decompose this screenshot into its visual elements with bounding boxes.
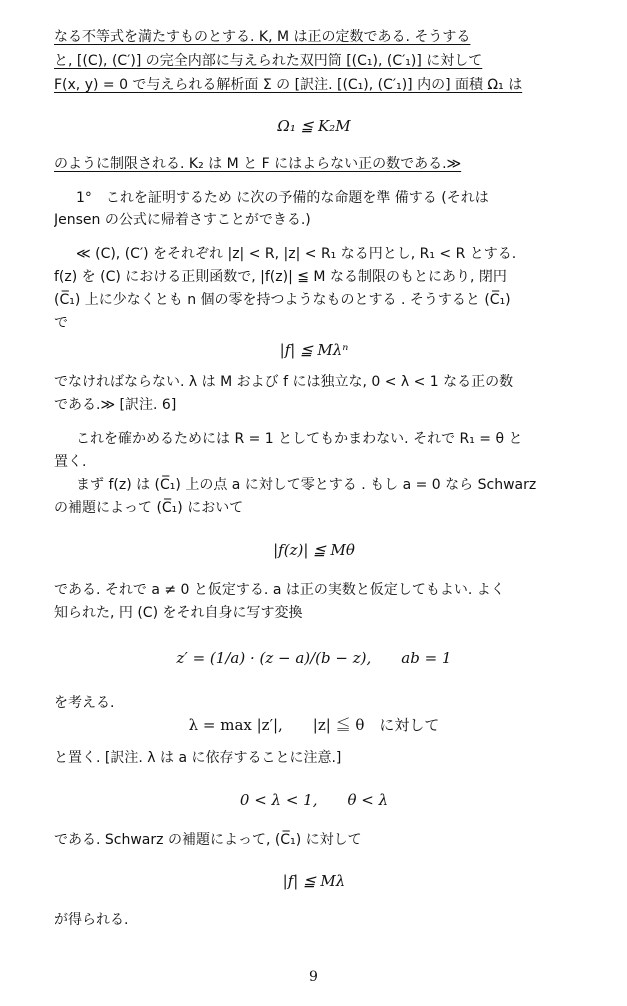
display-equation: λ = max |z′|, |z| ≦ θ に対して <box>188 716 440 734</box>
text-line: を考える. <box>54 695 115 711</box>
text-line: と置く. [訳注. λ は a に依存することに注意.] <box>54 750 342 766</box>
text-line: (C̅₁) 上に少なくとも n 個の零を持つようなものとする . そうすると (C̅₁) <box>54 292 511 308</box>
text-line: F(x, y) = 0 で与えられる解析面 Σ の [訳注. [(C₁), (C′₁)] 内の] 面積 Ω₁ は <box>54 77 523 93</box>
text-line: まず f(z) は (C̅₁) 上の点 a に対して零とする . もし a = 0 なら Schwarz <box>76 477 537 493</box>
text-line: Jensen の公式に帰着さすことができる.) <box>54 212 311 228</box>
display-equation: |f(z)| ≦ Mθ <box>273 541 355 559</box>
text-line: の補題によって (C̅₁) において <box>54 500 244 516</box>
text-line: 知られた, 円 (C) をそれ自身に写す変換 <box>54 605 303 621</box>
display-equation: |f| ≦ Mλ <box>282 872 346 890</box>
display-equation: z′ = (1/a) · (z − a)/(b − z), ab = 1 <box>176 649 452 667</box>
text-line: である. Schwarz の補題によって, (C̅₁) に対して <box>54 832 362 848</box>
text-line: のように制限される. K₂ は M と F にはよらない正の数である.≫ <box>54 156 462 172</box>
text-line: である.≫ [訳注. 6] <box>54 397 177 413</box>
text-line: である. それで a ≠ 0 と仮定する. a は正の実数と仮定してもよい. よく <box>54 582 505 598</box>
text-line: これを確かめるためには R = 1 としてもかまわない. それで R₁ = θ と <box>76 431 523 447</box>
text-line: f(z) を (C) における正則函数で, |f(z)| ≦ M なる制限のもとにあり, 閉円 <box>54 269 507 285</box>
text-line: でなければならない. λ は M および f には独立な, 0 < λ < 1 なる正の数 <box>54 374 514 390</box>
text-line: が得られる. <box>54 912 129 928</box>
text-line: 1° これを証明するため に次の予備的な命題を準 備する (それは <box>76 190 489 206</box>
text-line: で <box>54 315 68 331</box>
display-equation: 0 < λ < 1, θ < λ <box>239 791 389 809</box>
text-line: と, [(C), (C′)] の完全内部に与えられた双円筒 [(C₁), (C′₁)] に対して <box>54 53 483 69</box>
display-equation: Ω₁ ≦ K₂M <box>277 117 351 135</box>
text-line: 置く. <box>54 454 87 470</box>
text-line: ≪ (C), (C′) をそれぞれ |z| < R, |z| < R₁ なる円とし, R₁ < R とする. <box>76 246 517 262</box>
page-number: 9 <box>309 969 318 985</box>
text-line: なる不等式を満たすものとする. K, M は正の定数である. そうする <box>54 29 471 45</box>
display-equation: |f| ≦ Mλⁿ <box>279 341 349 359</box>
